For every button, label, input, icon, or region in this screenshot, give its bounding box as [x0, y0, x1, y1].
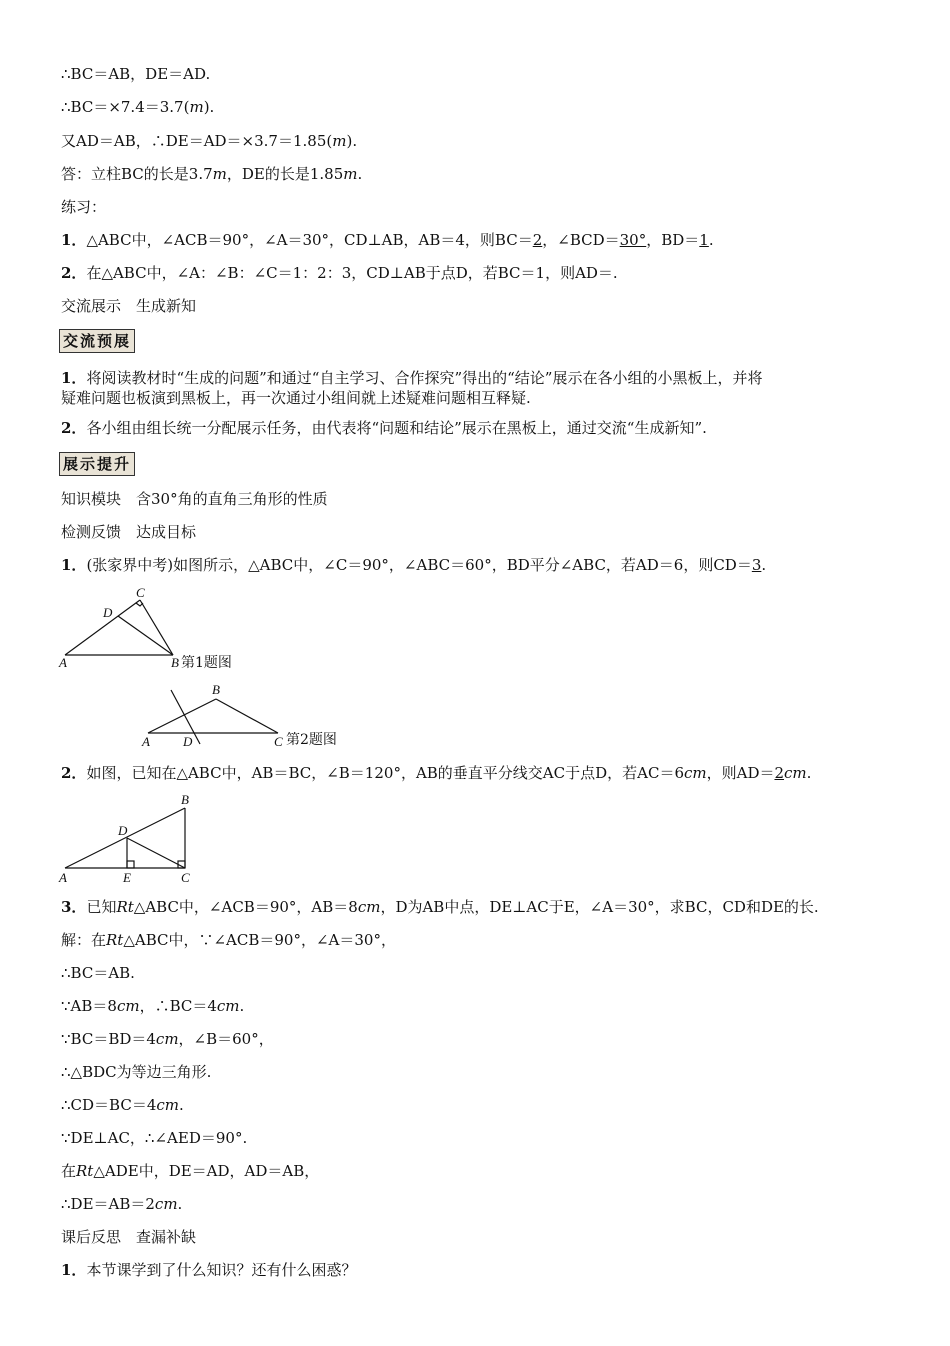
item-number: 3． [61, 898, 87, 916]
right-angle-mark [136, 603, 143, 606]
text: ，∠BCD＝ [542, 231, 620, 249]
rt-italic: Rt [76, 1162, 94, 1180]
label-a: A [142, 734, 150, 749]
label-d: D [118, 823, 128, 838]
exchange-1a [61, 368, 762, 388]
text: ). [346, 132, 358, 150]
solution-3 [61, 996, 244, 1016]
text: ∵DE⊥AC，∴∠AED＝90°. [61, 1129, 248, 1147]
question-3 [61, 897, 819, 917]
text: 将阅读教材时“生成的问题”和通过“自主学习、合作探究”得出的“结论”展示在各小组的小黑板上，并将 [86, 369, 763, 387]
text: ∴DE＝AB＝2 [61, 1195, 155, 1213]
caption-fig2: 第2题图 [286, 732, 337, 748]
unit: cm [154, 1195, 178, 1213]
text: 课后反思 查漏补缺 [61, 1228, 197, 1246]
text: . [357, 165, 363, 183]
right-angle-mark-e [127, 861, 134, 868]
text: ，D为AB中点，DE⊥AC于E，∠A＝30°，求BC，CD和DE的长. [380, 898, 819, 916]
solution-8 [61, 1161, 319, 1181]
label-e: E [123, 870, 131, 885]
unit: cm [684, 764, 707, 782]
text: ，DE的长是1.85 [226, 165, 344, 183]
segment-bc [140, 600, 173, 655]
text: △ADE中，DE＝AD，AD＝AB， [93, 1162, 320, 1180]
rt-italic: Rt [106, 931, 124, 949]
text: . [179, 1096, 184, 1114]
text: 答：立柱BC的长是3.7 [61, 165, 213, 183]
text: ∴CD＝BC＝4 [61, 1096, 157, 1114]
badge-exchange-preview: 交流预展 [59, 329, 135, 353]
caption-fig1: 第1题图 [181, 655, 232, 670]
text: . [239, 997, 245, 1015]
knowledge-module [61, 489, 328, 509]
question-1 [61, 555, 766, 575]
text: △ABC中，∵∠ACB＝90°，∠A＝30°， [123, 931, 396, 949]
text: ∵AB＝8 [61, 997, 117, 1015]
solution-2 [61, 963, 135, 983]
section-heading-reflection [61, 1227, 196, 1247]
item-number: 1． [61, 231, 87, 249]
reflection-1 [61, 1260, 356, 1280]
segment-bd [118, 616, 173, 655]
text: 各小组由组长统一分配展示任务，由代表将“问题和结论”展示在黑板上，通过交流“生成新知”. [86, 419, 707, 437]
practice-2 [61, 263, 618, 283]
text: 在 [61, 1162, 77, 1180]
text: △ABC中，∠ACB＝90°，AB＝8 [133, 898, 358, 916]
practice-1 [61, 230, 714, 250]
rt-italic: Rt [116, 898, 134, 916]
text: ∴BC＝AB，DE＝AD. [61, 65, 211, 83]
text: ∴△BDC为等边三角形. [61, 1063, 212, 1081]
answer-line [61, 164, 362, 184]
text: ，∠B＝60°， [178, 1030, 274, 1048]
label-a: A [59, 870, 67, 885]
unit: cm [155, 1030, 179, 1048]
text: 又AD＝AB，∴DE＝AD＝×3.7＝1.85( [61, 132, 333, 150]
text: ∴BC＝×7.4＝3.7( [61, 98, 190, 116]
line-2 [61, 97, 214, 117]
text: ∵BC＝BD＝4 [61, 1030, 156, 1048]
unit: cm [357, 898, 381, 916]
figure-1 [55, 585, 265, 670]
text: . [708, 231, 714, 249]
answer: 1 [699, 231, 709, 249]
label-b: B [212, 682, 220, 697]
figure-3 [55, 792, 215, 888]
segment-ab [148, 699, 216, 733]
unit: m [212, 165, 227, 183]
unit: m [189, 98, 204, 116]
item-number: 2． [61, 264, 87, 282]
answer: 2 [774, 764, 785, 782]
item-number: 1． [61, 1261, 87, 1279]
line-3 [61, 131, 357, 151]
text: 解：在 [61, 931, 107, 949]
unit: cm [116, 997, 140, 1015]
solution-1 [61, 930, 396, 950]
text: 练习： [61, 198, 107, 216]
solution-5 [61, 1062, 211, 1082]
text: ，∴BC＝4 [139, 997, 217, 1015]
text: . [177, 1195, 183, 1213]
unit: cm [156, 1096, 179, 1114]
segment-dc [127, 838, 185, 868]
badge-show-improve: 展示提升 [59, 452, 135, 476]
text: ，BD＝ [646, 231, 700, 249]
unit: m [332, 132, 347, 150]
text: ，则AD＝ [706, 764, 775, 782]
label-a: A [59, 655, 67, 670]
answer: 2 [532, 231, 543, 249]
label-d: D [103, 605, 113, 620]
solution-6 [61, 1095, 184, 1115]
item-number: 1． [61, 369, 87, 387]
line-1 [61, 64, 210, 84]
label-c: C [274, 734, 283, 749]
section-heading-exchange [61, 296, 196, 316]
text: 在△ABC中，∠A：∠B：∠C＝1：2：3，CD⊥AB于点D，若BC＝1，则AD＝. [86, 264, 618, 282]
question-2 [61, 763, 811, 783]
label-c: C [136, 585, 145, 600]
text: ). [203, 98, 215, 116]
solution-7 [61, 1128, 247, 1148]
text: 知识模块 含30°角的直角三角形的性质 [61, 490, 328, 508]
exchange-1b [61, 388, 531, 408]
answer: 30° [619, 231, 647, 249]
exchange-2 [61, 418, 707, 438]
text: 本节课学到了什么知识？还有什么困惑？ [86, 1261, 357, 1279]
item-number: 1． [61, 556, 87, 574]
text: 检测反馈 达成目标 [61, 523, 197, 541]
text: 如图，已知在△ABC中，AB＝BC，∠B＝120°，AB的垂直平分线交AC于点D，若AC＝6 [86, 764, 684, 782]
solution-9 [61, 1194, 182, 1214]
text: 已知 [86, 898, 117, 916]
feedback-heading [61, 522, 196, 542]
solution-4 [61, 1029, 274, 1049]
practice-heading [61, 197, 106, 217]
segment-bc [216, 699, 278, 733]
label-d: D [183, 734, 193, 749]
text: . [761, 556, 767, 574]
answer: 3 [751, 556, 762, 574]
text: 交流展示 生成新知 [61, 297, 197, 315]
unit: m [343, 165, 358, 183]
text: ∴BC＝AB. [61, 964, 135, 982]
unit: cm [216, 997, 240, 1015]
unit: cm [784, 764, 807, 782]
item-number: 2． [61, 419, 87, 437]
text: 疑难问题也板演到黑板上，再一次通过小组间就上述疑难问题相互释疑. [61, 389, 531, 407]
text: . [806, 764, 812, 782]
item-number: 2． [61, 764, 87, 782]
text: △ABC中，∠ACB＝90°，∠A＝30°，CD⊥AB，AB＝4，则BC＝ [86, 231, 533, 249]
text: (张家界中考)如图所示，△ABC中，∠C＝90°，∠ABC＝60°，BD平分∠ABC，若AD＝6，则CD＝ [86, 556, 752, 574]
figure-2 [138, 678, 368, 750]
label-b: B [171, 655, 179, 670]
label-c: C [181, 870, 190, 885]
label-b: B [181, 792, 189, 807]
